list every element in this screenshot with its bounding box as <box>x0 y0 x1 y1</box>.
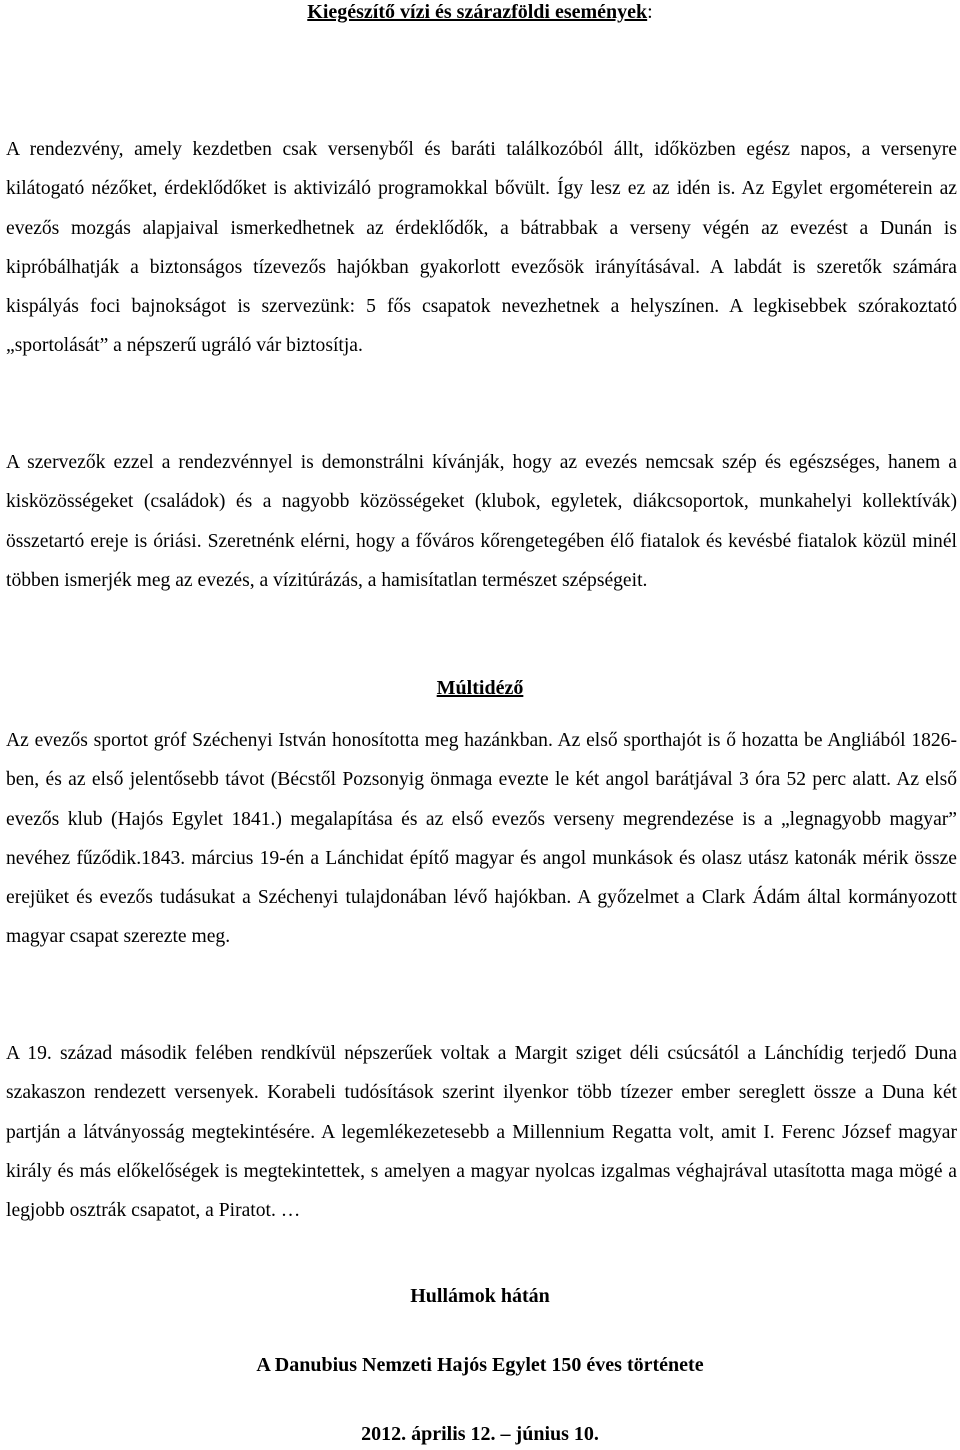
section-title-text: Kiegészítő vízi és szárazföldi események <box>307 1 648 23</box>
paragraph-history: Az evezős sportot gróf Széchenyi István honosította meg hazánkban. Az első sporthajót is ő hozatta be Angliából 1826-ben, és az első jelentősebb távot (Bécstől Pozsonyig önmaga evezte le két angol barátjával 3 óra 52 perc alatt. Az első evezős klub (Hajós Egylet 1841.) megalapítása és az első evezős verseny megrendezése is a „legnagyobb magyar” nevéhez fűződik.1843. március 19-én a Lánchidat építő magyar és angol munkások és olasz utász katonák mérik össze erejüket és evezős tudásukat a Széchenyi tulajdonában lévő hajókban. A győzelmet a Clark Ádám által kormányozott magyar csapat szerezte meg. <box>6 730 957 948</box>
paragraph-19th-century: A 19. század második felében rendkívül népszerűek voltak a Margit sziget déli csúcsától a Lánchídig terjedő Duna szakaszon rendezett versenyek. Korabeli tudósítások szerint ilyenkor több tízezer ember sereglett össze a Duna két partján a látványosság megtekintésére. A legemlékezetesebb a Millennium Regatta volt, amit I. Ferenc József magyar király és más előkelőségek is megtekintettek, s amelyen a magyar nyolcas izgalmas véghajrával utasította maga mögé a legjobb osztrák csapatot, a Piratot. … <box>6 1043 957 1222</box>
paragraph-events: A rendezvény, amely kezdetben csak versenyből és baráti találkozóból állt, időközben egész napos, a versenyre kilátogató nézőket, érdeklődőket is aktivizáló programokkal bővült. Így lesz ez az idén is. Az Egylet ergométerein az evezős mozgás alapjaival ismerkedhetnek az érdeklődők, a bátrabbak a verseny végén az evezést a Dunán is kipróbálhatják a biztonságos tízevezős hajókban gyakorlott evezősök irányításával. A labdát is szeretők számára kispályás foci bajnokságot is szervezünk: 5 fős csapatok nevezhetnek a helyszínen. A legkisebbek szórakoztató „sportolását” a népszerű ugráló vár biztosítja. <box>6 139 957 357</box>
paragraph-organizers: A szervezők ezzel a rendezvénnyel is demonstrálni kívánják, hogy az evezés nemcsak szép és egészséges, hanem a kisközösségeket (családok) és a nagyobb közösségeket (klubok, egyletek, diákcsoportok, munkahelyi kollektívák) összetartó ereje is óriási. Szeretnénk elérni, hogy a főváros kőrengetegében élő fiatalok és kevésbé fiatalok közül minél többen ismerjék meg az evezés, a vízitúrázás, a hamisítatlan természet szépségeit. <box>6 452 957 591</box>
exhibition-title: Hullámok hátán <box>410 1285 550 1307</box>
exhibition-dates: 2012. április 12. – június 10. <box>361 1423 599 1445</box>
multidezo-heading: Múltidéző <box>436 677 524 699</box>
section-title <box>0 0 960 24</box>
exhibition-subtitle: A Danubius Nemzeti Hajós Egylet 150 éves története <box>256 1354 704 1376</box>
section-title-colon: : <box>647 1 653 23</box>
